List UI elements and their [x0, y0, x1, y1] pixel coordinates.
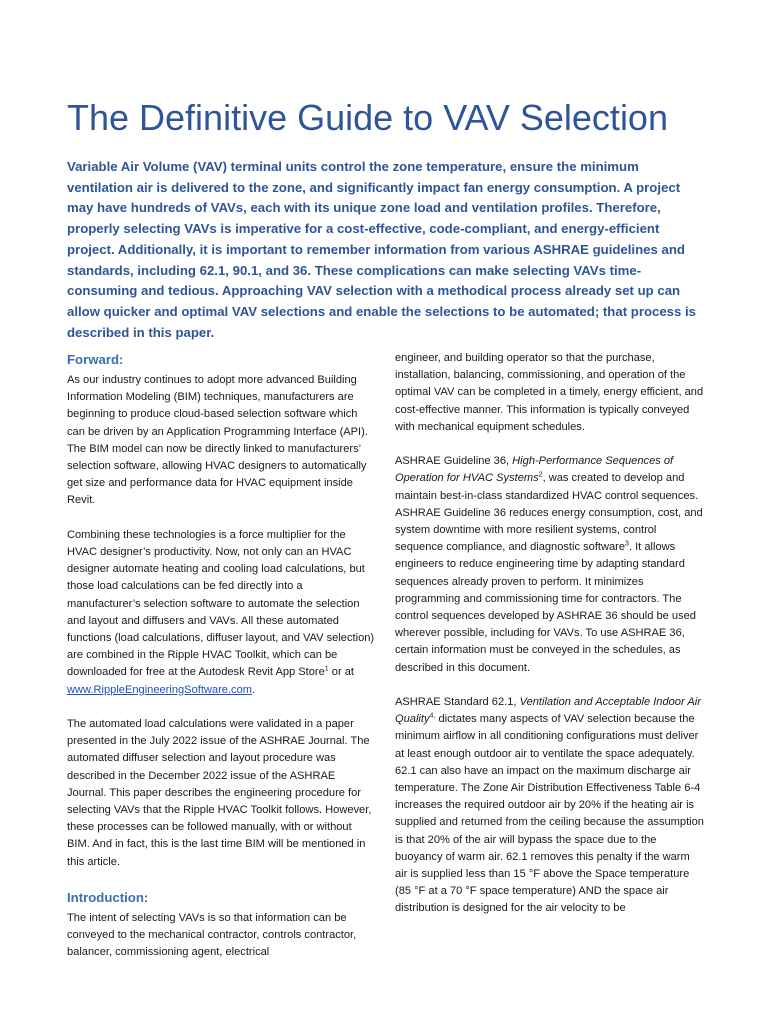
- introduction-paragraph-1: The intent of selecting VAVs is so that information can be conveyed to the mechanical contractor, controls contractor, balancer, commissioning agent, electrical: [67, 912, 357, 959]
- forward-paragraph-3: The automated load calculations were validated in a paper presented in the July 2022 issue of the ASHRAE Journal. The automated diffuser selection and layout procedure was described in the December 2022 issue of the ASHRAE Journal. This paper describes the engineering procedure for selecting VAVs that the Ripple HVAC Toolkit follows. However, these processes can be followed manually, with or without BIM. And in fact, this is the last time BIM will be mentioned in this article.: [67, 718, 372, 868]
- standard-62-1-paragraph: [395, 694, 705, 918]
- standard-62-1-body: dictates many aspects of VAV selection because the minimum airflow in all conditioning configurations must deliver at least enough outdoor air to ventilate the space adequately. 62.1 can also have an impact on the maximum discharge air temperature. The Zone Air Distribution Effectiveness Table 6-4 increases the required outdoor air by 20% if the heating air is supplied and returned from the ceiling because the assumption is that 20% of the air will bypass the space due to the buoyancy of warm air. 62.1 removes this penalty if the warm air is supplied less than 15 °F above the Space temperature (85 °F at a 70 °F space temperature) AND the space air distribution is designed for the air velocity to be: [395, 713, 704, 915]
- period-text: .: [252, 683, 256, 696]
- guideline-36-paragraph: [395, 453, 705, 677]
- guideline-36-body: , was created to develop and maintain best-in-class standardized HVAC control sequences. ASHRAE Guideline 36 reduces energy consumption, cost, and system downtime with more resilient systems, control sequence compliance, and diagnostic software: [395, 472, 703, 554]
- forward-paragraph-2: [67, 527, 377, 699]
- footnote-ref-1: 1: [324, 665, 329, 673]
- document-title: The Definitive Guide to VAV Selection: [67, 97, 668, 138]
- or-text: or at: [328, 666, 354, 679]
- footnote-ref-4: 4,: [429, 712, 436, 720]
- forward-paragraph-1: As our industry continues to adopt more advanced Building Information Modeling (BIM) techniques, manufacturers are beginning to produce cloud-based selection software which can be driven by an Application Programming Interface (API). The BIM model can now be directly linked to manufacturers’ selection software, allowing HVAC designers to automatically get size and performance data for HVAC equipment inside Revit.: [67, 374, 368, 507]
- footnote-ref-2: 2: [538, 471, 543, 479]
- standard-62-1-title: Ventilation and Acceptable Indoor Air Quality: [395, 696, 701, 726]
- right-column: [395, 350, 705, 918]
- guideline-36-lead: ASHRAE Guideline 36,: [395, 455, 513, 468]
- forward-paragraph-2-text: Combining these technologies is a force multiplier for the HVAC designer’s productivity. Now, not only can an HVAC designer automate heating and cooling load calculations, but those load calculations can be fed directly into a manufacturer’s selection software to automate the selection and layout and diffusers and VAVs. All these automated functions (load calculations, diffuser layout, and VAV selection) are combined in the Ripple HVAC Toolkit, which can be downloaded for free at the Autodesk Revit App Store: [67, 528, 375, 679]
- left-column: [67, 350, 377, 962]
- introduction-heading: Introduction:: [67, 890, 149, 906]
- footnote-ref-3: 3: [625, 540, 629, 548]
- guideline-36-body-end: . It allows engineers to reduce engineering time by adapting standard sequences already proven to perform. It minimizes programming and commissioning time for contractors. The control sequences developed by ASHRAE 36 should be used wherever possible, including for VAVs. To use ASHRAE 36, certain information must be conveyed in the schedules, as described in this document.: [395, 541, 696, 674]
- abstract: Variable Air Volume (VAV) terminal units control the zone temperature, ensure the minimum ventilation air is delivered to the zone, and significantly impact fan energy consumption. A project may have hundreds of VAVs, each with its unique zone load and ventilation profiles. Therefore, properly selecting VAVs is imperative for a cost-effective, code-compliant, and energy-efficient project. Additionally, it is important to remember information from various ASHRAE guidelines and standards, including 62.1, 90.1, and 36. These complications can make selecting VAVs time-consuming and tedious. Approaching VAV selection with a methodical process already set up can allow quicker and optimal VAV selections and enable the selections to be automated; that process is described in this paper.: [67, 159, 696, 340]
- standard-62-1-lead: ASHRAE Standard 62.1,: [395, 696, 520, 709]
- intro-continued-paragraph: engineer, and building operator so that the purchase, installation, balancing, commissioning, and operation of the optimal VAV can be completed in a timely, energy efficient, and cost-effective manner. This information is typically conveyed with mechanical equipment schedules.: [395, 352, 704, 433]
- ripple-website-link[interactable]: www.RippleEngineeringSoftware.com: [67, 683, 252, 696]
- guideline-36-title: High-Performance Sequences of Operation for HVAC Systems: [395, 455, 674, 485]
- forward-heading: Forward:: [67, 352, 124, 367]
